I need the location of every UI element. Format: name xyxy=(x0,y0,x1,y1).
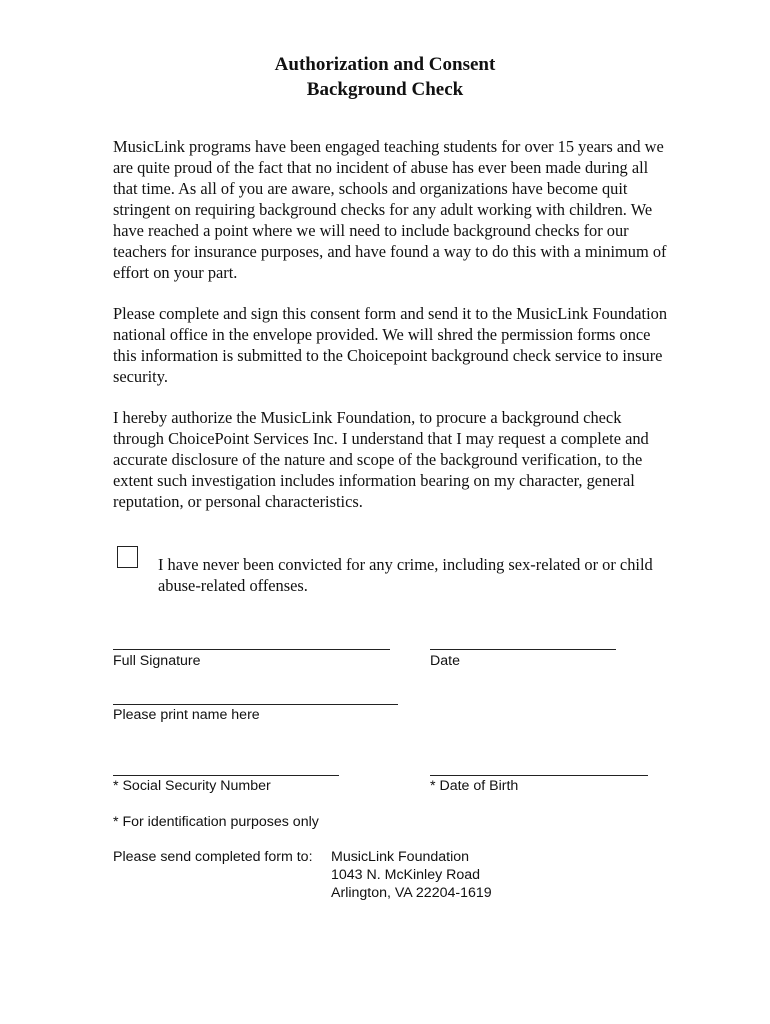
print-name-input[interactable] xyxy=(113,683,402,705)
document-title xyxy=(0,52,770,102)
date-line xyxy=(430,649,616,650)
date-label: Date xyxy=(430,653,460,669)
no-conviction-statement: I have never been convicted for any crime, including sex-related or or child abuse-related offenses. xyxy=(158,555,653,595)
identification-footnote: * For identification purposes only xyxy=(113,814,319,830)
ssn-label: * Social Security Number xyxy=(113,778,271,794)
mailing-instruction: Please send completed form to: xyxy=(113,849,313,865)
no-conviction-checkbox[interactable] xyxy=(117,546,138,568)
title-line-1: Authorization and Consent xyxy=(274,54,496,75)
full-signature-input[interactable] xyxy=(113,628,394,650)
print-name-label: Please print name here xyxy=(113,707,260,723)
full-signature-line xyxy=(113,649,390,650)
dob-input[interactable] xyxy=(430,754,652,776)
instructions-paragraph: Please complete and sign this consent form and send it to the MusicLink Foundation national office in the envelope provided. We will shred the permission forms once this information is submitted to the Choicepoint background check service to insure security. xyxy=(113,304,668,386)
print-name-line xyxy=(113,704,398,705)
title-line-2: Background Check xyxy=(306,79,464,100)
date-input[interactable] xyxy=(430,628,620,650)
ssn-input[interactable] xyxy=(113,754,343,776)
dob-label: * Date of Birth xyxy=(430,778,519,794)
mailing-address-line-3: Arlington, VA 22204-1619 xyxy=(331,885,492,901)
mailing-address-line-1: MusicLink Foundation xyxy=(331,849,470,865)
full-signature-label: Full Signature xyxy=(113,653,201,669)
dob-line xyxy=(430,775,648,776)
intro-paragraph: MusicLink programs have been engaged teaching students for over 15 years and we are quite proud of the fact that no incident of abuse has ever been made during all that time. As all of you are aware, schools and organizations have become quit stringent on requiring background checks for any adult working with children. We have reached a point where we will need to include background checks for our teachers for insurance purposes, and have found a way to do this with a minimum of effort on your part. xyxy=(113,137,667,282)
authorization-paragraph: I hereby authorize the MusicLink Foundation, to procure a background check through ChoicePoint Services Inc. I understand that I may request a complete and accurate disclosure of the nature and scope of the background verification, to the extent such investigation includes information bearing on my character, general reputation, or personal characteristics. xyxy=(113,408,649,511)
mailing-address-line-2: 1043 N. McKinley Road xyxy=(331,867,481,883)
ssn-line xyxy=(113,775,339,776)
